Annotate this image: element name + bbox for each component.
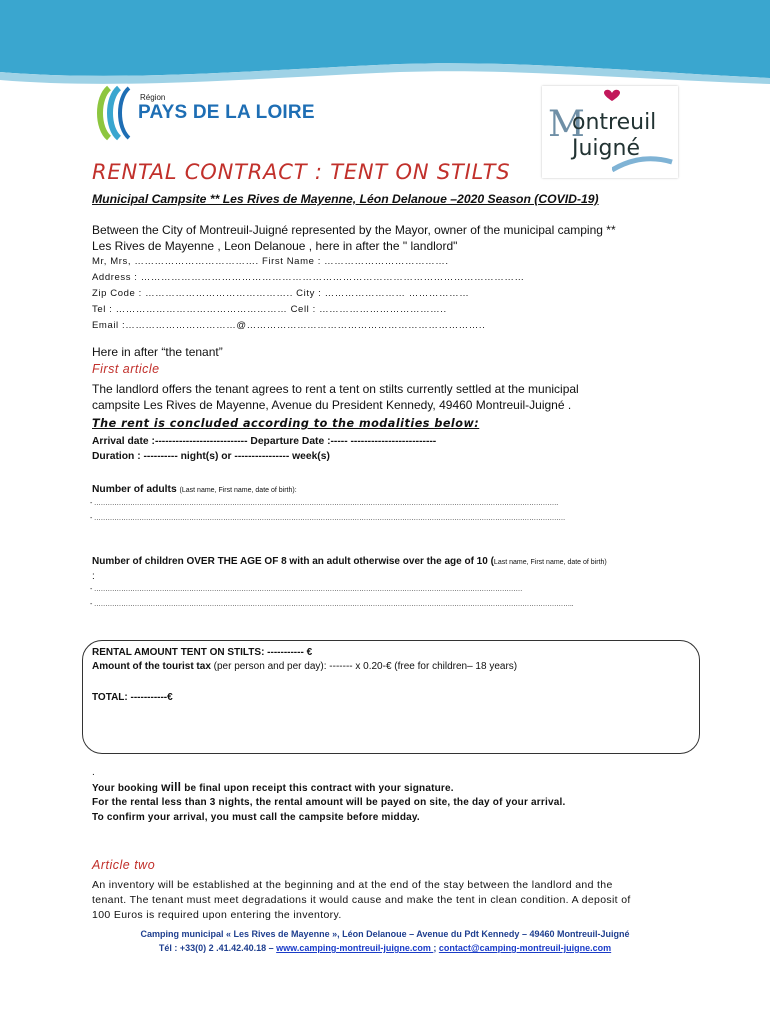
footer-separator: ; bbox=[433, 943, 439, 953]
article-two-line-1: An inventory will be established at the beginning and at the end of the stay between the landlord and the bbox=[92, 879, 613, 891]
footer-contact bbox=[0, 943, 770, 953]
footer-tel: Tél : +33(0) 2 .41.42.40.18 – bbox=[158, 943, 277, 953]
children-line-2: - ………………………………………………………………………………………………………………………………………………………………………………………….. bbox=[90, 601, 574, 608]
children-colon: : bbox=[92, 571, 95, 582]
intro-line-2: Les Rives de Mayenne , Leon Delanoue , here in after the " landlord" bbox=[92, 239, 458, 253]
adults-heading bbox=[92, 484, 297, 495]
region-label: Région bbox=[140, 93, 166, 102]
children-hint: Last name, First name, date of birth) bbox=[493, 559, 607, 566]
adults-line-2: - ………………………………………………………………………………………………………………………………………………………………………………………. bbox=[90, 515, 565, 522]
intro-line-1: Between the City of Montreuil-Juigné represented by the Mayor, owner of the municipal camping ** bbox=[92, 223, 616, 237]
article-one-line-2: campsite Les Rives de Mayenne, Avenue du President Kennedy, 49460 Montreuil-Juigné . bbox=[92, 398, 572, 412]
footer-email-link[interactable]: contact@camping-montreuil-juigne.com bbox=[438, 943, 612, 953]
rental-amount-line: RENTAL AMOUNT TENT ON STILTS: ----------- € bbox=[92, 647, 313, 658]
modalities-heading: The rent is concluded according to the modalities below: bbox=[92, 417, 480, 430]
footer-website-link[interactable]: www.camping-montreuil-juigne.com bbox=[276, 943, 434, 953]
article-two-line-3: 100 Euros is required upon entering the inventory. bbox=[92, 909, 342, 921]
article-two-line-2: tenant. The tenant must meet degradations it would cause and make the tent in clean condition. A deposit of bbox=[92, 894, 631, 906]
adults-label: Number of adults bbox=[92, 484, 177, 495]
booking-line-1-end: be final upon receipt this contract with your signature. bbox=[181, 783, 454, 794]
booking-line-1 bbox=[92, 780, 454, 794]
booking-line-1-will: will bbox=[161, 780, 182, 794]
footer-address: Camping municipal « Les Rives de Mayenne », Léon Delanoue – Avenue du Pdt Kennedy – 49460 Montreuil-Juigné bbox=[140, 929, 630, 939]
children-heading bbox=[92, 556, 607, 567]
adults-hint: (Last name, First name, date of birth): bbox=[179, 487, 297, 494]
adults-line-1: - ……………………………………………………………………………………………………………………………………………………………………………………. bbox=[90, 500, 559, 507]
duration-line: Duration : ---------- night(s) or ---------------- week(s) bbox=[92, 451, 330, 462]
town-logo-swoosh-icon bbox=[612, 152, 674, 174]
town-logo-heart-icon bbox=[600, 88, 624, 102]
form-address-line: Address : …………………………………………………………………………………………………… bbox=[92, 272, 525, 283]
article-two-title: Article two bbox=[92, 858, 156, 872]
form-zip-city-line: Zip Code : …………………………………….. City : …………………… ……………… bbox=[92, 288, 470, 299]
tourist-tax-label: Amount of the tourist tax bbox=[92, 661, 211, 672]
children-line-1: - ……………………………………………………………………………………………………………………………………………………………………… bbox=[90, 586, 523, 593]
booking-line-1-start: Your booking bbox=[92, 783, 162, 794]
booking-line-2: For the rental less than 3 nights, the rental amount will be payed on site, the day of your arrival. bbox=[92, 797, 566, 808]
booking-line-3: To confirm your arrival, you must call the campsite before midday. bbox=[92, 812, 420, 823]
form-name-line: Mr, Mrs, ………………………………. First Name : ………………………………. bbox=[92, 256, 449, 267]
article-one-title: First article bbox=[92, 362, 160, 376]
subtitle: Municipal Campsite ** Les Rives de Mayenne, Léon Delanoue –2020 Season (COVID-19) bbox=[92, 192, 599, 206]
article-one-line-1: The landlord offers the tenant agrees to rent a tent on stilts currently settled at the municipal bbox=[92, 382, 579, 396]
town-logo-initial: M bbox=[548, 104, 585, 145]
page-title: RENTAL CONTRACT : TENT ON STILTS bbox=[92, 160, 511, 184]
tourist-tax-rest: (per person and per day): ------- x 0.20-€ (free for children– 18 years) bbox=[210, 661, 518, 672]
children-label: Number of children OVER THE AGE OF 8 with an adult otherwise over the age of 10 ( bbox=[92, 556, 494, 567]
total-line: TOTAL: -----------€ bbox=[92, 692, 173, 703]
form-tel-line: Tel : …………………………………………… Cell : ……………………………….. bbox=[92, 304, 447, 315]
tenant-line: Here in after “the tenant” bbox=[92, 345, 223, 359]
region-name: PAYS DE LA LOIRE bbox=[138, 102, 315, 123]
form-email-line: Email :……………………………@…………………………………………………………….. bbox=[92, 320, 486, 331]
town-logo bbox=[542, 86, 678, 178]
arrival-departure-line: Arrival date :--------------------------- Departure Date :----- ------------------------- bbox=[92, 436, 437, 447]
town-logo-line2: Juigné bbox=[572, 136, 640, 161]
dot-marker: . bbox=[92, 767, 95, 778]
tourist-tax-line bbox=[92, 661, 517, 672]
town-logo-line1: ontreuil bbox=[572, 110, 657, 135]
region-logo-mark-icon bbox=[95, 84, 135, 142]
